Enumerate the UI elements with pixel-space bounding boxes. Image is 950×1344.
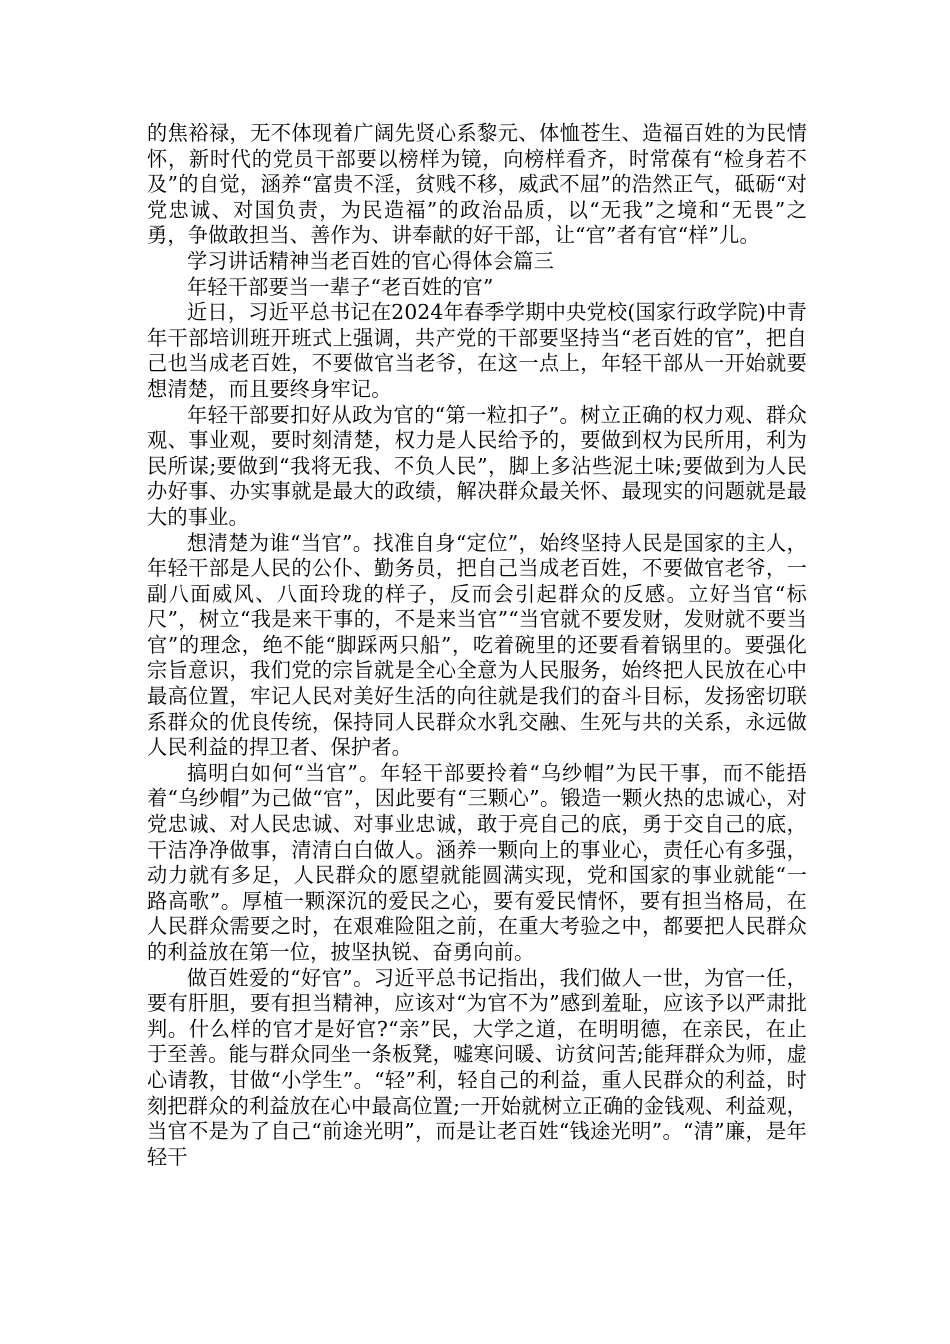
paragraph-continuation: 的焦裕禄，无不体现着广阔先贤心系黎元、体恤苍生、造福百姓的为民情怀，新时代的党员干部要以榜样为镜，向榜样看齐，时常葆有“检身若不及”的自觉，涵养“富贵不淫，贫贱不移，威武不屈”的浩然正气，砥砺“对党忠诚、对国负责，为民造福”的政治品质，以“无我”之境和“无畏”之勇，争做敢担当、善作为、讲奉献的好干部，让“官”者有官“样”儿。 [147,121,807,248]
paragraph: 年轻干部要扣好从政为官的“第一粒扣子”。树立正确的权力观、群众观、事业观，要时刻清楚，权力是人民给予的，要做到权为民所用，利为民所谋;要做到“我将无我、不负人民”，脚上多沾些泥土味;要做到为人民办好事、办实事就是最大的政绩，解决群众最关怀、最现实的问题就是最大的事业。 [147,402,807,529]
document-body [147,121,807,1170]
paragraph: 做百姓爱的“好官”。习近平总书记指出，我们做人一世，为官一任，要有肝胆，要有担当精神，应该对“为官不为”感到羞耻，应该予以严肃批判。什么样的官才是好官?“亲”民，大学之道，在明明德，在亲民，在止于至善。能与群众同坐一条板凳，嘘寒问暖、访贫问苦;能拜群众为师，虚心请教，甘做“小学生”。“轻”利，轻自己的利益，重人民群众的利益，时刻把群众的利益放在心中最高位置;一开始就树立正确的金钱观、利益观，当官不是为了自己“前途光明”，而是让老百姓“钱途光明”。“清”廉，是年轻干 [147,965,807,1169]
paragraph: 近日，习近平总书记在2024年春季学期中央党校(国家行政学院)中青年干部培训班开班式上强调，共产党的干部要坚持当“老百姓的官”，把自己也当成老百姓，不要做官当老爷，在这一点上，年轻干部从一开始就要想清楚，而且要终身牢记。 [147,300,807,401]
section-heading: 学习讲话精神当老百姓的官心得体会篇三 [187,248,554,273]
paragraph: 想清楚为谁“当官”。找准自身“定位”，始终坚持人民是国家的主人，年轻干部是人民的公仆、勤务员，把自己当成老百姓，不要做官老爷，一副八面威风、八面玲珑的样子，反而会引起群众的反感。立好当官“标尺”，树立“我是来干事的，不是来当官”“当官就不要发财，发财就不要当官”的理念，绝不能“脚踩两只船”，吃着碗里的还要看着锅里的。要强化宗旨意识，我们党的宗旨就是全心全意为人民服务，始终把人民放在心中最高位置，牢记人民对美好生活的向往就是我们的奋斗目标，发扬密切联系群众的优良传统，保持同人民群众水乳交融、生死与共的关系，永远做人民利益的捍卫者、保护者。 [147,530,807,760]
article-title: 年轻干部要当一辈子“老百姓的官” [187,274,494,299]
paragraph: 搞明白如何“当官”。年轻干部要拎着“乌纱帽”为民干事，而不能捂着“乌纱帽”为己做“官”，因此要有“三颗心”。锻造一颗火热的忠诚心，对党忠诚、对人民忠诚、对事业忠诚，敢于亮自己的底，勇于交自己的底，干洁净净做事，清清白白做人。涵养一颗向上的事业心，责任心有多强，动力就有多足，人民群众的愿望就能圆满实现，党和国家的事业就能“一路高歌”。厚植一颗深沉的爱民之心，要有爱民情怀，要有担当格局，在人民群众需要之时，在艰难险阻之前，在重大考验之中，都要把人民群众的利益放在第一位，披坚执锐、奋勇向前。 [147,760,807,964]
